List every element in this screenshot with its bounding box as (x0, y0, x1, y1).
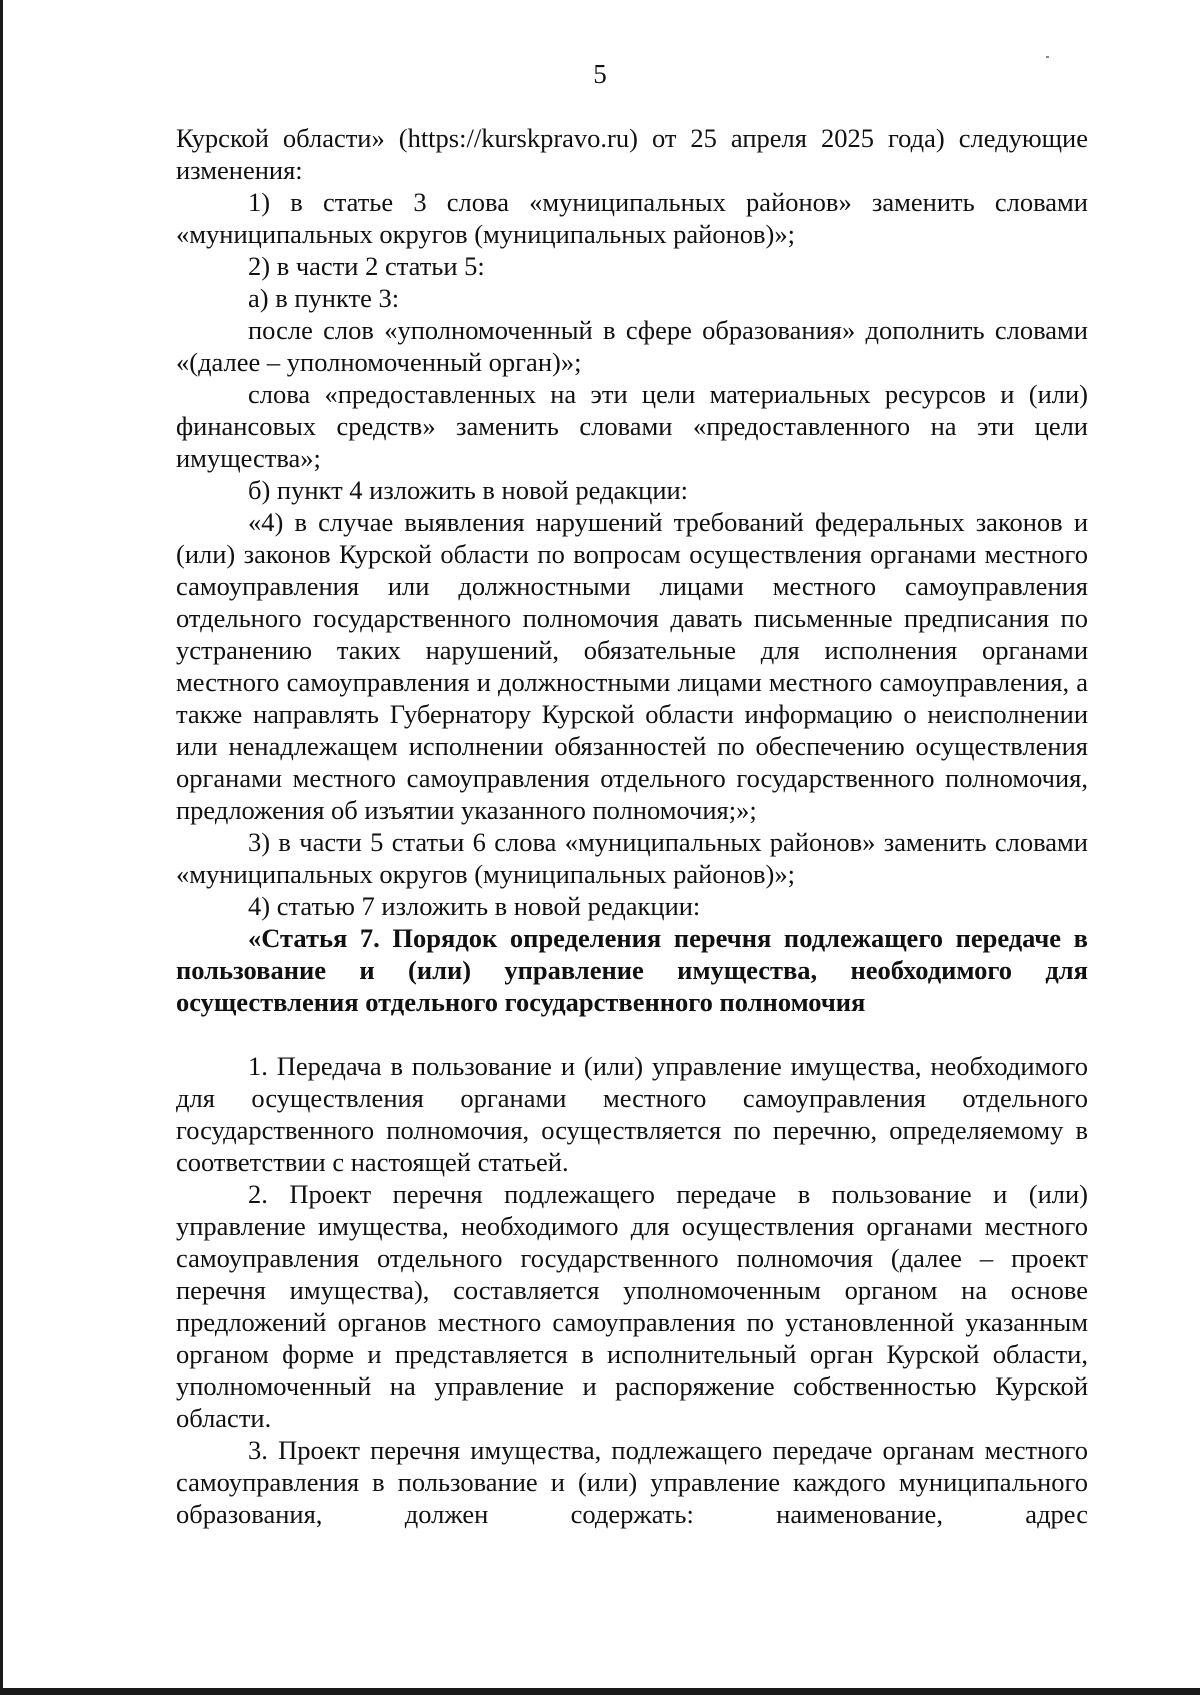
paragraph-continuation: Курской области» (https://kurskpravo.ru) от 25 апреля 2025 года) следующие изменения: (176, 123, 1088, 185)
article-7-part-2: 2. Проект перечня подлежащего передаче в пользование и (или) управление имущества, необходимого для осуществления органами местного самоуправления отдельного государственного полномочия (далее – проект перечня имущества), составляется уполномоченным органом на основе предложений органов местного самоуправления по установленной указанным органом форме и представляется в исполнительный орган Курской области, уполномоченный на управление и распоряжение собственностью Курской области. (176, 1179, 1088, 1433)
paragraph-amendment-2: слова «предоставленных на эти цели материальных ресурсов и (или) финансовых средств» заменить словами «предоставленного на эти цели имущества»; (176, 379, 1088, 473)
document-body (176, 122, 1088, 1530)
paragraph-amendment-1: после слов «уполномоченный в сфере образования» дополнить словами «(далее – уполномоченный орган)»; (176, 315, 1088, 377)
page-number: 5 (593, 59, 607, 89)
paragraph-subitem-b: б) пункт 4 изложить в новой редакции: (248, 475, 689, 505)
article-7-part-1: 1. Передача в пользование и (или) управление имущества, необходимого для осуществления органами местного самоуправления отдельного государственного полномочия, осуществляется по перечню, определяемому в соответствии с настоящей статьей. (176, 1051, 1088, 1177)
paragraph-item-1: 1) в статье 3 слова «муниципальных районов» заменить словами «муниципальных округов (муниципальных районов)»; (176, 187, 1088, 249)
paragraph-subitem-a: а) в пункте 3: (248, 283, 400, 313)
paragraph-point-4: «4) в случае выявления нарушений требований федеральных законов и (или) законов Курской области по вопросам осуществления органами местного самоуправления или должностными лицами местного самоуправления отдельного государственного полномочия давать письменные предписания по устранению таких нарушений, обязательные для исполнения органами местного самоуправления и должностными лицами местного самоуправления, а также направлять Губернатору Курской области информацию о неисполнении или ненадлежащем исполнении обязанностей по обеспечению осуществления органами местного самоуправления отдельного государственного полномочия, предложения об изъятии указанного полномочия;»; (176, 507, 1088, 825)
paragraph-item-3: 3) в части 5 статьи 6 слова «муниципальных районов» заменить словами «муниципальных округов (муниципальных районов)»; (176, 827, 1088, 889)
scan-border-left (0, 0, 3, 1695)
scan-border-bottom (0, 1688, 1200, 1695)
paragraph-item-4: 4) статью 7 изложить в новой редакции: (248, 891, 701, 921)
article-7-part-3: 3. Проект перечня имущества, подлежащего передаче органам местного самоуправления в пользование и (или) управление каждого муниципального образования, должен содержать: наименование, адрес (176, 1435, 1088, 1529)
article-7-heading: «Статья 7. Порядок определения перечня подлежащего передаче в пользование и (или) управление имущества, необходимого для осуществления отдельного государственного полномочия (176, 923, 1088, 1017)
paragraph-item-2: 2) в части 2 статьи 5: (248, 251, 485, 281)
